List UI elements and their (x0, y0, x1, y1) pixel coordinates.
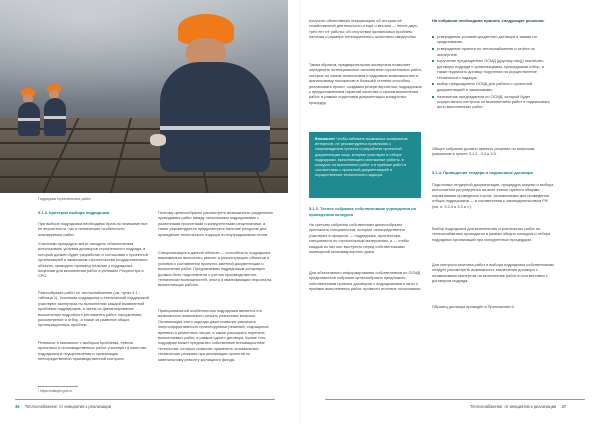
section-heading: На собрании необходимо принять следующие решения: (432, 18, 545, 23)
page-number: 36 (15, 404, 20, 409)
page-footer-right (470, 404, 566, 409)
paragraph: Специализация в данной области — способность подрядчика максимально выполнять ремонт и реконструкцию объектов и условия о составлении проектно-сметной документации и выполнения работ. Предлагаемая подрядчиком концепция должна быть подготовлена с учетом производственно-технических возможностей, опыта и квалификации персонала, выполняющих работы. (158, 250, 272, 288)
section-heading: 5.1.4. Проведение тендера и подписание договора (432, 170, 533, 175)
construction-photo (0, 0, 288, 193)
paragraph: Таким образом, предварительная экспертиза позволяет определить потенциальные исполнители строительных работ, которые по своим техническим и кадровым возможностям и финансовому положению в большей степени способны реализовать проект; создавая резерв вероятных подрядчиков с предоставлением гарантий качества и сроков выполнения работ, в рамках подготовки документации конкурсных процедур. (309, 62, 422, 105)
section-heading: 5.1.3. Критерии выбора подрядчика (38, 210, 110, 215)
paragraph: получить объективную информацию об истории её хозяйственной деятельности и ещё о многом — после двух-трёх лет её работы; об отсутствии финансовых проблем, наличии и размере потенциального залогового имущества. (309, 18, 419, 40)
footer-rule (325, 399, 585, 400)
paragraph: При выборе подрядчика необходимо брать во внимание все ее вероятности, так и технические особенности планируемых работ. (38, 221, 148, 237)
paragraph: Поэтому целесообразно рассмотреть возможность разделения проводимых работ между несколькими подрядчиками с различными проектными и конкурентными результатами, а также рекомендуется предусмотреть наличие ресурсов для проведения технического надзора по внутридомовым сетям. (158, 210, 273, 237)
footer-title: Теплоснабжение: от инициатив к реализации (470, 404, 557, 409)
list-item: поручение председателю ОСМД (другому лицу) заключить договоры подряда с организациями, прошедшими отбор, а также подписать договор поручения на осуществление технического надзора; (432, 58, 554, 80)
list-item: назначение председателя по ОСМД, который будет осуществлять контроль за выполнением работ и подписывать акты выполненных работ. (432, 94, 554, 110)
footer-rule (15, 399, 275, 400)
paragraph: На третьем собрании собственники целесообразно пригласить специалистов, которые непосредственно участвуют в процессе — подрядчика, архитектора, специалиста по строительным материалам, и — чтобы каждый из них мог выступить перед собственниками помещений многоквартирного дома. (309, 222, 410, 255)
page-gutter (299, 0, 301, 424)
callout-label: Внимание! (315, 137, 336, 141)
paragraph: Общее собрание должно принять решение по вопросам, указанным в пункте 3.1.2., 3.4 и 3.5. (432, 146, 536, 157)
callout-text: Чтобы избежать возможных конфликтов интересов, не рекомендуется привлекать к сопровождению проекта и разработке проектной документации лица, которые участвуют в отборе подрядчика, выполняющего монтажные работы, в конкурсе на выполнение работ и в приёмке работ в соответствии с проектной документацией и осуществлении технического надзора. (315, 137, 408, 178)
footnote: ¹ https://zakupki.gov.ru (38, 389, 72, 393)
decisions-list (432, 34, 554, 111)
list-item: утверждение проекта по теплоснабжению и отчёта по экспертизе; (432, 46, 554, 57)
attention-callout (309, 132, 421, 198)
footnote-rule (38, 386, 78, 387)
list-item: выбор председателя ОСМД для работы с проектной документацией и заказчиками; (432, 81, 554, 92)
paragraph: Для контроля качества работ и выбора подрядчика собственникам следует рассмотреть возможность заключения договора с независимым экспертом на выполнение работ в соответствии с договором подряда. (432, 262, 554, 284)
paragraph: Выбор подрядчика для выполнения строительных работ по теплоснабжению проводится в рамках общего конкурса и отбора подрядных организаций при конкурентных процедурах. (432, 226, 551, 242)
paragraph: Образец договора приведён в Приложении 6. (432, 304, 515, 309)
page-footer-left (15, 404, 111, 409)
photo-caption: Подрядчик строительных работ (38, 197, 91, 201)
paragraph: Принципиальной особенностью подрядчика является его возможность комплексно решать различные вопросы. Оптимизация этого подхода даже позволит увеличить энергоэффективность проектируемых решений, сокращение времени и ремонтных затрат, а также расширить перечень выполняемых работ, в рамках одного договора. Кроме того, подрядчик может предлагать собственные инновационные технологии, которые позволят применить оптимальные технические решения при реализации проектов по капитальному ремонту жилищного фонда. (158, 308, 269, 362)
paragraph: Подготовка тендерной документации, процедура закупки и выбора исполнителя регулируются на всех этапах проекта общими нормативами проведения торгов, изложенными для проведения отбора подрядчиков — в соответствии с законодательством РФ (см. п. 3.2.4 и 3.3 и т.). (432, 182, 554, 209)
footer-title: Теплоснабжение: от инициатив к реализации (24, 404, 112, 409)
paragraph: Для объективного информирования собственников по ОСМД представители собрания целесообразно предложить собственникам проекты договоров с подрядчиками и акты о приёмке выполненных работ, провести итоговое голосование. (309, 270, 422, 292)
paragraph: Разнообразие работ по теплоснабжению (см. пункт 4.1.; таблица 1). Усилиями подрядчика и технической поддержкой участвуют экспертиза по выполнению каждой выявленной проблемы подрядчиков, а затем их финансирование выполнению подробного регламента работ, оформление, рассмотрение и отбор, а также за развитие общих организационных проблем. (38, 290, 149, 328)
section-heading: 5.1.3. Тесное собрание собственников учреждения по проведению конкурса (309, 206, 417, 217)
paragraph: Участники процедуры могут находить обязательным использовать условия договоров строительного подряда, в который должен будет разработан и согласован с проектной организацией и заказчиком строительства государственного объекта, проводить проверку наличия у подрядчика лицензии для выполнения работ в условиях Росреестра и СРО. (38, 241, 148, 279)
list-item: утверждение условий кредитного договора и заявки на кредитование; (432, 34, 554, 45)
page-number: 37 (561, 404, 567, 409)
paragraph: Реальное и связанное с выбором проблемы, этапов проектных и производственных работ участвуют в качестве подрядчика в осуществлении и организации непосредственной производственной контроля. (38, 340, 147, 362)
